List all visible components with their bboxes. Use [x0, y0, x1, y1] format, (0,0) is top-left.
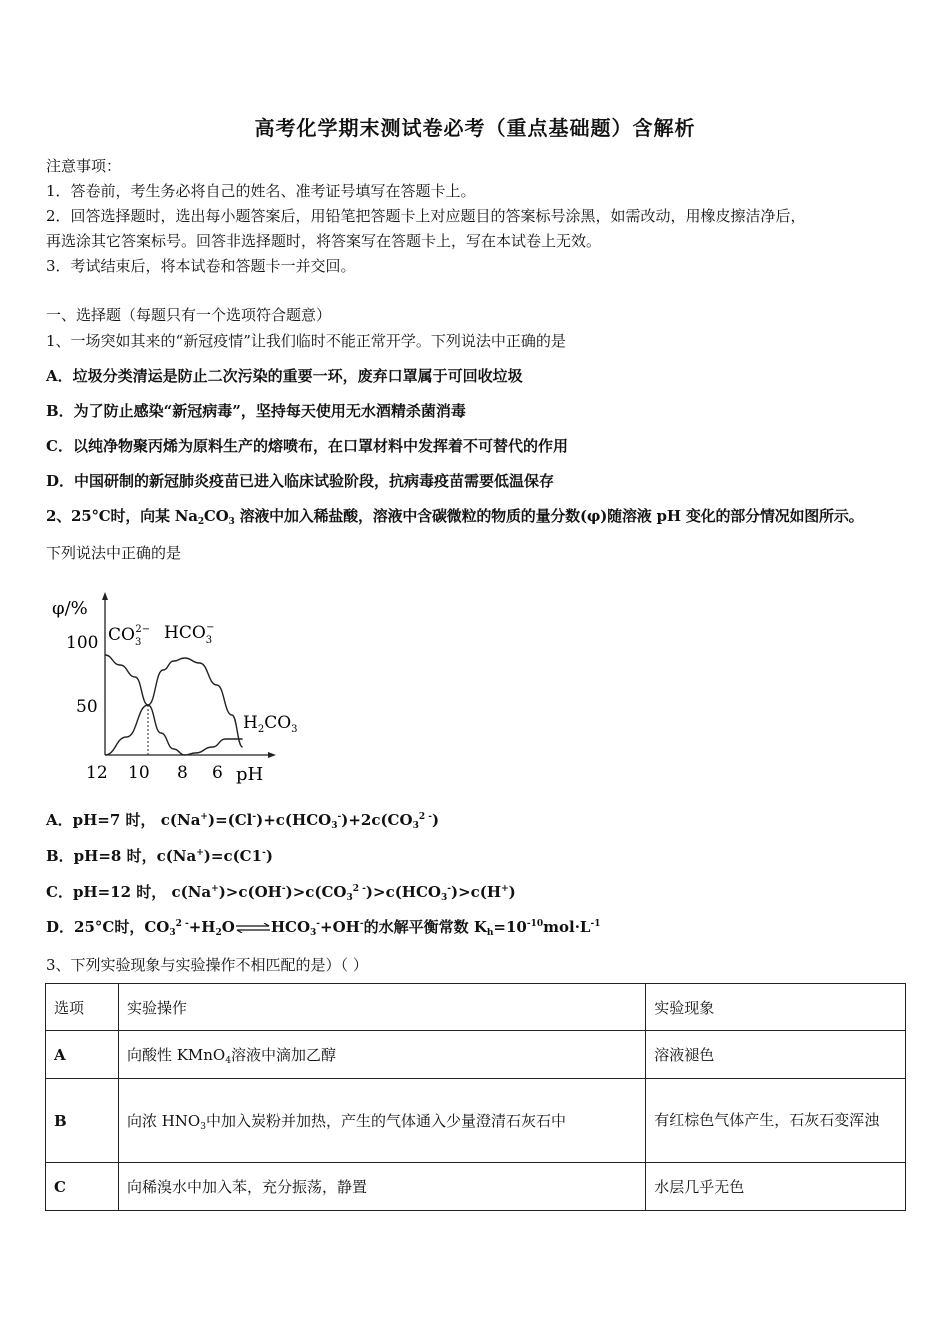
- table-cell-option: A: [46, 1031, 119, 1079]
- q1-option-d: D．中国研制的新冠肺炎疫苗已进入临床试验阶段，抗病毒疫苗需要低温保存: [46, 472, 555, 490]
- table-row: [46, 1031, 906, 1079]
- notice-item: 3．考试结束后，将本试卷和答题卡一并交回。: [46, 257, 356, 275]
- section-heading: 一、选择题（每题只有一个选项符合题意）: [46, 306, 332, 324]
- question-2-stem-2: 下列说法中正确的是: [46, 544, 182, 562]
- y-tick-label: 100: [66, 633, 99, 653]
- y-axis-label: φ/%: [52, 598, 88, 619]
- table-header-cell: 实验现象: [646, 984, 906, 1031]
- table-row: [46, 1079, 906, 1163]
- notice-heading: 注意事项：: [46, 157, 122, 175]
- table-cell-result: 有红棕色气体产生，石灰石变浑浊: [646, 1079, 906, 1163]
- table-header-row: [46, 984, 906, 1031]
- x-tick-label: 12: [86, 763, 108, 783]
- table-cell-result: 溶液褪色: [646, 1031, 906, 1079]
- x-axis-arrow: [268, 752, 276, 758]
- table-header-cell: 选项: [46, 984, 119, 1031]
- table-cell-operation: 向酸性 KMnO$_4$溶液中滴加乙醇: [118, 1031, 645, 1079]
- series-line-h2co3: [185, 739, 243, 755]
- equilibrium-arrow-icon: [235, 923, 271, 933]
- page-title: 高考化学期末测试卷必考（重点基础题）含解析: [254, 116, 696, 140]
- q1-option-b: B．为了防止感染“新冠病毒”，坚持每天使用无水酒精杀菌消毒: [46, 402, 466, 420]
- x-tick-label: 8: [177, 763, 188, 783]
- table-cell-result: 水层几乎无色: [646, 1163, 906, 1211]
- q2-option-c: C．pH=12 时， $c(Na^+)>c(OH^-)>c(CO_3^{2 -})>c(HCO_3^-)>c(H^+)$: [46, 883, 516, 903]
- series-line-co3: [105, 655, 185, 755]
- question-3-stem: 3、下列实验现象与实验操作不相匹配的是）（ ）: [46, 956, 368, 974]
- notice-item: 再选涂其它答案标号。回答非选择题时，将答案写在答题卡上，写在本试卷上无效。: [46, 232, 602, 250]
- notice-item: 1．答卷前，考生务必将自己的姓名、准考证号填写在答题卡上。: [46, 182, 476, 200]
- label-co3: $CO_32-$: [108, 624, 151, 648]
- question-1-stem: 1、一场突如其来的“新冠疫情”让我们临时不能正常开学。下列说法中正确的是: [46, 332, 566, 350]
- notice-item: 2．回答选择题时，选出每小题答案后，用铅笔把答题卡上对应题目的答案标号涂黑，如需改动，用橡皮擦洁净后，: [46, 207, 806, 225]
- q2-option-b: B．pH=8 时，c(Na+)=c(C1-): [46, 847, 273, 865]
- q1-option-a: A．垃圾分类清运是防止二次污染的重要一环，废弃口罩属于可回收垃圾: [46, 367, 523, 385]
- q2-option-a: A．pH=7 时， $c(Na^+)=(Cl^-)+c(HCO_3^-)+2c(CO_3^{2 -})$: [46, 811, 440, 831]
- speciation-chart: [48, 584, 308, 784]
- table-cell-operation: 向稀溴水中加入苯，充分振荡，静置: [118, 1163, 645, 1211]
- q2-option-d: D．25°C时，$CO_3^{2 -}+H_2O$ $HCO_3^-+OH^-$的水解平衡常数 $K_h=10^{-10}mol\cdot L^{-1}$: [46, 918, 601, 938]
- table-cell-option: C: [46, 1163, 119, 1211]
- label-h2co3: $H_2CO_3$: [243, 713, 298, 735]
- q3-table: [45, 983, 906, 1211]
- q1-option-c: C．以纯净物聚丙烯为原料生产的熔喷布，在口罩材料中发挥着不可替代的作用: [46, 437, 568, 455]
- table-cell-operation: 向浓 $HNO_3$中加入炭粉并加热，产生的气体通入少量澄清石灰石中: [118, 1079, 645, 1163]
- question-2-stem: 2、25°C时，向某 $Na_2CO_3$ 溶液中加入稀盐酸，溶液中含碳微粒的物质的量分数(φ)随溶液 pH 变化的部分情况如图所示。: [46, 507, 864, 527]
- table-cell-option: B: [46, 1079, 119, 1163]
- x-tick-label: 6: [212, 763, 223, 783]
- y-tick-label: 50: [76, 697, 98, 717]
- table-header-cell: 实验操作: [118, 984, 645, 1031]
- table-row: [46, 1163, 906, 1211]
- x-axis-label: pH: [236, 764, 264, 784]
- y-axis-arrow: [102, 592, 108, 600]
- x-tick-label: 10: [128, 763, 150, 783]
- label-hco3: $HCO_3-$: [164, 622, 215, 646]
